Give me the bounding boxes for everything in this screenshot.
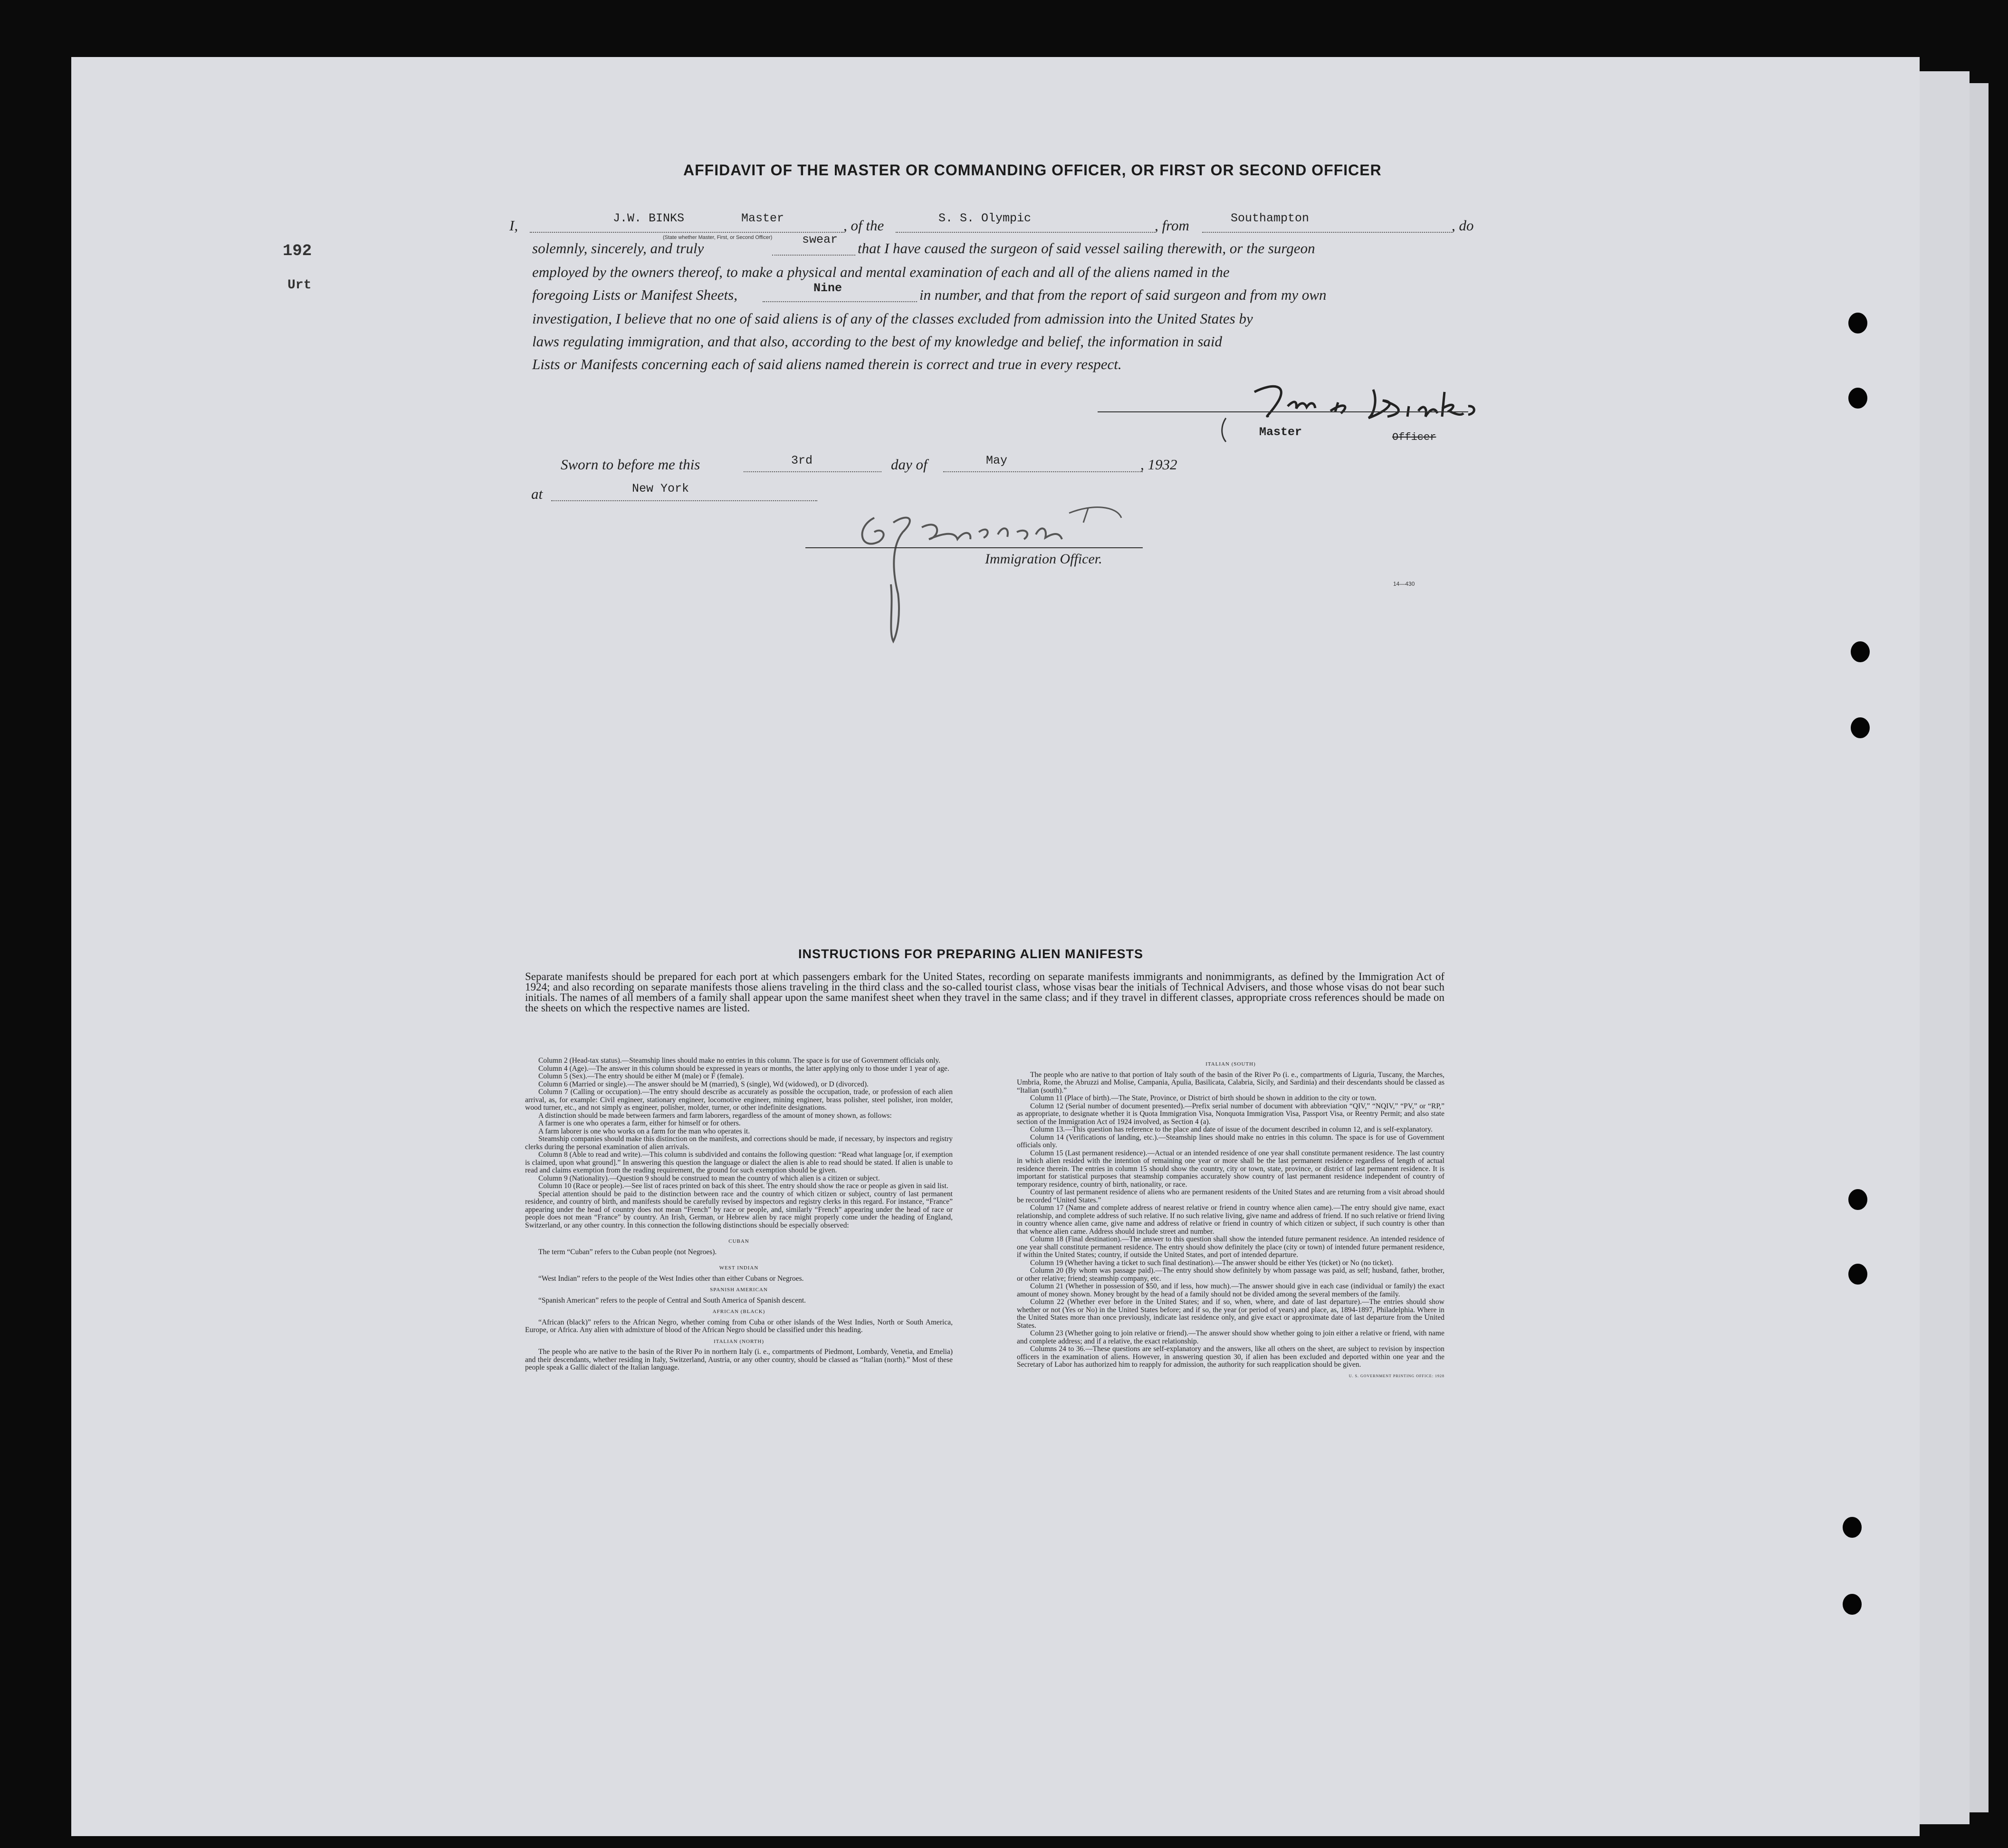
section-heading: CUBAN bbox=[728, 1238, 749, 1244]
officer-struck: Officer bbox=[1392, 431, 1436, 443]
instruction-paragraph: Column 12 (Serial number of document presented).—Prefix serial number of document with abbreviation “QIV,” “NQIV,” “PV,” or “RP,” as appropriate, to designate whether it is Quota Immigration Visa, Nonquota Immigration Visa, Passport Visa, or Reentry Permit; and also state section of the Immigration Act of 1924 involved, as Section 4 (a). bbox=[1017, 1102, 1444, 1126]
sheet-count: Nine bbox=[813, 281, 842, 295]
sworn-label: Sworn to before me this bbox=[561, 456, 700, 473]
sworn-month-line bbox=[943, 471, 1143, 472]
instruction-paragraph: A farm laborer is one who works on a farm for the man who operates it. bbox=[538, 1127, 750, 1135]
affidavit-title: AFFIDAVIT OF THE MASTER OR COMMANDING OFFICER, OR FIRST OR SECOND OFFICER bbox=[683, 162, 1382, 179]
punch-hole bbox=[1851, 641, 1870, 662]
instruction-paragraph: Column 20 (By whom was passage paid).—The entry should show definitely by whom passage was paid, as self; husband, father, brother, or other relative; friend; steamship company, etc. bbox=[1017, 1267, 1444, 1283]
punch-hole bbox=[1843, 1517, 1862, 1538]
affidavit-i: I, bbox=[509, 217, 518, 234]
immigration-officer-signature bbox=[846, 499, 1169, 651]
port-name: Southampton bbox=[1231, 211, 1310, 225]
sworn-day: 3rd bbox=[791, 454, 813, 467]
officer-rank: Master bbox=[741, 211, 784, 225]
instruction-paragraph: “Spanish American” refers to the people of Central and South America of Spanish descent. bbox=[538, 1296, 806, 1305]
instruction-paragraph: Steamship companies should make this distinction on the manifests, and corrections should be made, if necessary, by inspectors and registry clerks during the personal examination of alien arrivals. bbox=[525, 1135, 953, 1151]
instruction-paragraph: The people who are native to the basin of the River Po in northern Italy (i. e., compartments of Piedmont, Lombardy, Venetia, and Emelia) and their descendants, whether residing in Italy, Switzerland, Austria, or any other country, should be classed as “Italian (north).” Most of these people speak a Gallic dialect of the Italian language. bbox=[525, 1348, 953, 1372]
signature-line bbox=[1098, 411, 1468, 412]
master-signature bbox=[1216, 373, 1482, 444]
instruction-paragraph: Column 17 (Name and complete address of nearest relative or friend in country whence alien came).—The entry should give name, exact relationship, and complete address of such relative. If no such relative living, give name and address of friend. If no such relative or friend living in country whence alien came, give name and address of relative or friend in country of which citizen or subject, if such country is other than that whence alien came. Address should include street and number. bbox=[1017, 1204, 1444, 1236]
vessel-name: S. S. Olympic bbox=[938, 211, 1032, 225]
sheet-count-line bbox=[763, 301, 917, 302]
sworn-place-line bbox=[551, 500, 817, 501]
affidavit-line5: investigation, I believe that no one of said aliens is of any of the classes excluded from admission into the United States by bbox=[532, 310, 1253, 327]
instruction-paragraph: Column 5 (Sex).—The entry should be either M (male) or F (female). bbox=[538, 1072, 744, 1080]
margin-stamp: Urt bbox=[287, 278, 312, 293]
officer-line bbox=[530, 232, 843, 233]
sworn-place: New York bbox=[632, 482, 689, 495]
instruction-paragraph: Column 14 (Verifications of landing, etc.).—Steamship lines should make no entries in this column. The space is for use of Government officials only. bbox=[1017, 1133, 1444, 1149]
oath-line bbox=[772, 255, 855, 256]
instruction-paragraph: Column 10 (Race or people).—See list of races printed on back of this sheet. The entry should show the race or people as given in said list. bbox=[538, 1182, 948, 1190]
sworn-day-line bbox=[744, 471, 881, 472]
instruction-paragraph: Column 8 (Able to read and write).—This column is subdivided and contains the following question: “Read what language [or, if exemption is claimed, upon what ground].” In answering this question the language or dialect the alien is able to read should be stated. If alien is unable to read and claims exemption from the reading requirement, the ground for such exemption should be given. bbox=[525, 1151, 953, 1174]
port-line bbox=[1202, 232, 1452, 233]
margin-stamp: 192 bbox=[283, 242, 312, 260]
instruction-paragraph: Column 15 (Last permanent residence).—Actual or an intended residence of one year shall constitute permanent residence. The last country in which alien resided with the intention of remaining one year or more shall be the last permanent residence regardless of length of actual residence therein. The entries in column 15 should show the country, city or town, state, province, or district of last permanent residence. It is important for statistical purposes that steamship companies accurately show country of last permanent residence independent of country of temporary residence, country of birth, nationality, or race. bbox=[1017, 1149, 1444, 1189]
section-heading: AFRICAN (BLACK) bbox=[712, 1309, 765, 1315]
section-heading: WEST INDIAN bbox=[719, 1265, 759, 1271]
affidavit-line2-rest: that I have caused the surgeon of said vessel sailing therewith, or the surgeon bbox=[858, 240, 1315, 257]
instruction-paragraph: The people who are native to that portion of Italy south of the basin of the River Po (i. e., compartments of Liguria, Tuscany, the Marches, Umbria, Rome, the Abruzzi and Molise, Campania, Apulia, Basilicata, Calabria, Sicily, and Sardinia) and their descendants should be classed as “Italian (south).” bbox=[1017, 1070, 1444, 1095]
instruction-paragraph: Columns 24 to 36.—These questions are self-explanatory and the answers, like all others on the sheet, are subject to revision by inspection officers in the examination of aliens. However, in answering question 30, if alien has been excluded and deported within one year and the Secretary of Labor has authorized him to reapply for admission, the authority for such reapplication should be given. bbox=[1017, 1345, 1444, 1369]
punch-hole bbox=[1848, 388, 1867, 409]
sworn-year: , 1932 bbox=[1140, 456, 1177, 473]
punch-hole bbox=[1851, 717, 1870, 738]
instruction-paragraph: Column 4 (Age).—The answer in this column should be expressed in years or months, the latter applying only to those under 1 year of age. bbox=[538, 1064, 949, 1073]
instruction-paragraph: Column 9 (Nationality).—Question 9 should be construed to mean the country of which alien is a citizen or subject. bbox=[538, 1174, 880, 1182]
instruction-paragraph: Column 19 (Whether having a ticket to such final destination).—The answer should be either Yes (ticket) or No (no ticket). bbox=[1030, 1258, 1394, 1267]
immigration-officer-label: Immigration Officer. bbox=[985, 551, 1102, 567]
instruction-paragraph: Column 13.—This question has reference to the place and date of issue of the document described in column 12, and is self-explanatory. bbox=[1030, 1125, 1433, 1134]
instruction-paragraph: “African (black)” refers to the African Negro, whether coming from Cuba or other islands of the West Indies, North or South America, Europe, or Africa. Any alien with admixture of blood of the African Negro should be classified under this heading. bbox=[525, 1318, 953, 1334]
instruction-paragraph: “West Indian” refers to the people of the West Indies other than either Cubans or Negroes. bbox=[538, 1274, 804, 1283]
punch-hole bbox=[1848, 1189, 1867, 1210]
form-number: 14—430 bbox=[1393, 581, 1415, 587]
instructions-right-column bbox=[1017, 1057, 1444, 1383]
affidavit-line4-rest: in number, and that from the report of said surgeon and from my own bbox=[919, 286, 1327, 303]
instruction-paragraph: Column 7 (Calling or occupation).—The entry should describe as accurately as possible the occupation, trade, or profession of each alien arrival, as, for example: Civil engineer, stationary engineer, locomotive engineer, mining engineer, brass polisher, steel polisher, iron molder, wood turner, etc., and not simply as engineer, polisher, molder, turner, or other indefinite designations. bbox=[525, 1088, 953, 1112]
instruction-paragraph: Column 11 (Place of birth).—The State, Province, or District of birth should be shown in addition to the city or town. bbox=[1030, 1094, 1377, 1102]
instruction-paragraph: Column 2 (Head-tax status).—Steamship lines should make no entries in this column. The space is for use of Government officials only. bbox=[538, 1057, 941, 1065]
rank-note: (State whether Master, First, or Second Officer) bbox=[663, 235, 773, 240]
punch-hole bbox=[1843, 1594, 1862, 1615]
instruction-paragraph: Column 6 (Married or single).—The answer should be M (married), S (single), Wd (widowed), or D (divorced). bbox=[538, 1080, 869, 1088]
instruction-paragraph: Column 23 (Whether going to join relative or friend).—The answer should show whether going to join either a relative or friend, with name and complete address; and if a relative, the exact relationship. bbox=[1017, 1329, 1444, 1345]
at-label: at bbox=[531, 486, 543, 502]
punch-hole bbox=[1848, 1264, 1867, 1285]
section-heading: ITALIAN (NORTH) bbox=[713, 1338, 765, 1344]
affidavit-line3: employed by the owners thereof, to make a physical and mental examination of each and all of the aliens named in the bbox=[532, 264, 1230, 280]
day-of-label: day of bbox=[891, 456, 928, 473]
officer-name: J.W. BINKS bbox=[613, 211, 685, 225]
affidavit-line2: solemnly, sincerely, and truly bbox=[532, 240, 704, 257]
sworn-month: May bbox=[986, 454, 1008, 467]
instruction-paragraph: A distinction should be made between farmers and farm laborers, regardless of the amount of money shown, as follows: bbox=[538, 1111, 892, 1120]
punch-hole bbox=[1848, 313, 1867, 333]
section-heading: SPANISH AMERICAN bbox=[710, 1287, 768, 1293]
instructions-left-column bbox=[525, 1057, 953, 1372]
instruction-paragraph: Special attention should be paid to the distinction between race and the country of which citizen or subject, country of last permanent residence, and country of birth, and manifests should be carefully revised by inspectors and registry clerks in this regard. For instance, “France” appearing under the head of country does not mean “French” by race or people, and, similarly “French” appearing under the head of race or people does not mean “France” by country. An Irish, German, or Hebrew alien by race might properly come under the heading of England, Switzerland, or any other country. In this connection the following distinctions should be especially observed: bbox=[525, 1190, 953, 1229]
vessel-line bbox=[896, 232, 1155, 233]
printer-credit: U. S. GOVERNMENT PRINTING OFFICE: 1928 bbox=[1348, 1373, 1444, 1378]
oath-word: swear bbox=[802, 233, 838, 247]
section-heading: ITALIAN (SOUTH) bbox=[1205, 1061, 1256, 1067]
instruction-paragraph: The term “Cuban” refers to the Cuban people (not Negroes). bbox=[538, 1248, 717, 1256]
from-label: , from bbox=[1155, 217, 1189, 234]
instruction-paragraph: Column 18 (Final destination).—The answer to this question shall show the intended future permanent residence. An intended residence of one year shall constitute permanent residence. The entry should show definitely the place (city or town) of intended future permanent residence, if within the United States; country, if outside the United States, and port of intended departure. bbox=[1017, 1235, 1444, 1259]
affidavit-line7: Lists or Manifests concerning each of said aliens named therein is correct and true in every respect. bbox=[532, 356, 1122, 372]
instructions-title: INSTRUCTIONS FOR PREPARING ALIEN MANIFESTS bbox=[798, 947, 1144, 961]
affidavit-line4: foregoing Lists or Manifest Sheets, bbox=[532, 286, 737, 303]
instruction-paragraph: Country of last permanent residence of aliens who are permanent residents of the United States and are returning from a visit abroad should be recorded “United States.” bbox=[1017, 1188, 1444, 1204]
immigration-officer-line bbox=[805, 547, 1143, 548]
instruction-paragraph: A farmer is one who operates a farm, either for himself or for others. bbox=[538, 1119, 741, 1127]
instructions-intro: Separate manifests should be prepared for each port at which passengers embark for the United States, recording on separate manifests immigrants and nonimmigrants, as defined by the Immigration Act of 1924; and also recording on separate manifests those aliens traveling in the third class and the so-called tourist class, whose visas bear the initials of Technical Advisers, and those whose visas do not bear such initials. The names of all members of a family shall appear upon the same manifest sheet when they travel in the same class; and if they travel in different classes, appropriate cross references should be made on the sheets on which the respective names are listed. bbox=[525, 971, 1444, 1014]
do-label: , do bbox=[1452, 217, 1474, 234]
affidavit-line6: laws regulating immigration, and that also, according to the best of my knowledge and belief, the information in said bbox=[532, 333, 1223, 350]
instruction-paragraph: Column 21 (Whether in possession of $50, and if less, how much).—The answer should give in each case (individual or family) the exact amount of money shown. Money brought by the head of a family should not be divided among the several members of the family. bbox=[1017, 1282, 1444, 1298]
instruction-paragraph: Column 22 (Whether ever before in the United States; and if so, when, where, and date of last departure).—The entries should show whether or not (Yes or No) in the United States before; and if so, the year (or period of years) and place, as, 1894-1897, Philadelphia. Where in the United States more than once previously, indicate last residence only, and give exact or approximate date of last departure from the United States. bbox=[1017, 1298, 1444, 1330]
signature-title: Master bbox=[1259, 425, 1302, 439]
of-the-label: , of the bbox=[843, 217, 884, 234]
